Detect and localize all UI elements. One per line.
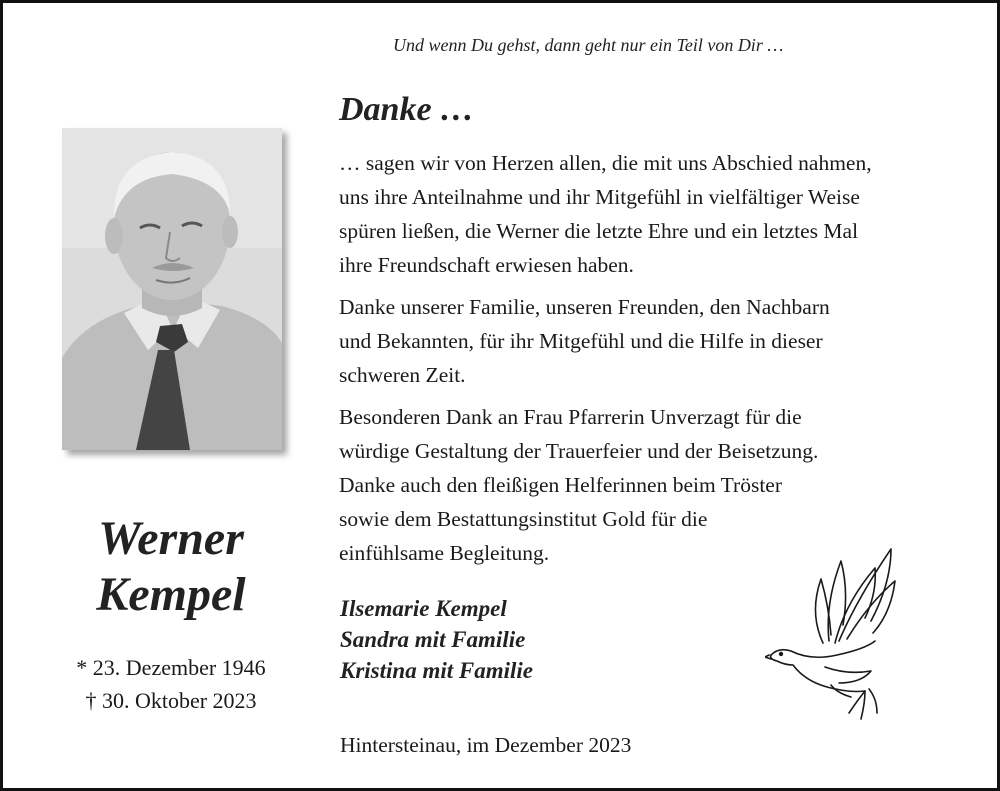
signer: Ilsemarie Kempel [340, 596, 507, 621]
place-date: Hintersteinau, im Dezember 2023 [340, 733, 632, 757]
text-line: uns ihre Anteilnahme und ihr Mitgefühl in vielfältiger Weise [339, 185, 860, 209]
dove-icon [765, 543, 915, 723]
text-line: würdige Gestaltung der Trauerfeier und der Beisetzung. [339, 439, 819, 463]
text-line: sowie dem Bestattungsinstitut Gold für die [339, 507, 708, 531]
text-line: … sagen wir von Herzen allen, die mit uns Abschied nahmen, [339, 151, 872, 175]
portrait-illustration [62, 128, 282, 450]
last-name: Kempel [96, 568, 246, 621]
thanks-text [339, 146, 979, 578]
paragraph [339, 146, 979, 282]
paragraph [339, 290, 979, 392]
text-line: spüren ließen, die Werner die letzte Ehre und ein letztes Mal [339, 219, 859, 243]
signer: Sandra mit Familie [340, 627, 526, 652]
text-line: ihre Freundschaft erwiesen haben. [339, 253, 634, 277]
text-line: Danke auch den fleißigen Helferinnen beim Tröster [339, 473, 783, 497]
heading-thanks: Danke … [339, 91, 475, 128]
text-line: Danke unserer Familie, unseren Freunden, den Nachbarn [339, 295, 830, 319]
motto: Und wenn Du gehst, dann geht nur ein Teil von Dir … [393, 35, 784, 55]
signer: Kristina mit Familie [340, 658, 533, 683]
first-name: Werner [98, 512, 244, 565]
text-line: und Bekannten, für ihr Mitgefühl und die Hilfe in dieser [339, 329, 823, 353]
life-dates [41, 651, 301, 717]
text-line: einfühlsame Begleitung. [339, 541, 550, 565]
text-line: Besonderen Dank an Frau Pfarrerin Unverzagt für die [339, 405, 802, 429]
signers [340, 593, 533, 686]
death-date: † 30. Oktober 2023 [85, 688, 257, 713]
text-line: schweren Zeit. [339, 363, 466, 387]
deceased-name [61, 511, 281, 623]
portrait-photo [62, 128, 282, 450]
birth-date: * 23. Dezember 1946 [76, 655, 266, 680]
